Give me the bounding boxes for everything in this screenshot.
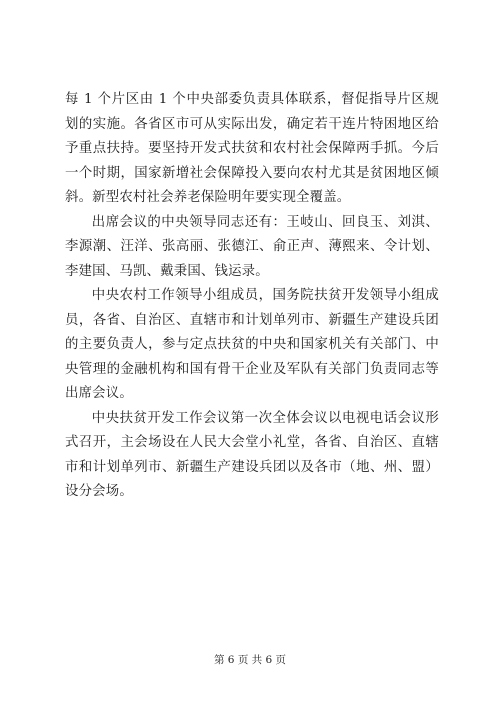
body-text: [65, 88, 439, 505]
page-number-footer: 第 6 页 共 6 页: [213, 654, 287, 666]
paragraph-3: 中央农村工作领导小组成员，国务院扶贫开发领导小组成员，各省、自治区、直辖市和计划单列市、新疆生产建设兵团的主要负责人，参与定点扶贫的中央和国家机关有关部门、中央管理的金融机构和国有骨干企业及军队有关部门负责同志等出席会议。: [65, 288, 439, 401]
paragraph-2: 出席会议的中央领导同志还有：王岐山、回良玉、刘淇、李源潮、汪洋、张高丽、张德江、俞正声、薄熙来、令计划、李建国、马凯、戴秉国、钱运录。: [65, 214, 439, 279]
paragraph-4: 中央扶贫开发工作会议第一次全体会议以电视电话会议形式召开，主会场设在人民大会堂小礼堂，各省、自治区、直辖市和计划单列市、新疆生产建设兵团以及各市（地、州、盟）设分会场。: [65, 410, 439, 499]
paragraph-1: 每 1 个片区由 1 个中央部委负责具体联系，督促指导片区规划的实施。各省区市可从实际出发，确定若干连片特困地区给予重点扶持。要坚持开发式扶贫和农村社会保障两手抓。今后一个时期，国家新增社会保障投入要向农村尤其是贫困地区倾斜。新型农村社会养老保险明年要实现全覆盖。: [65, 92, 439, 205]
